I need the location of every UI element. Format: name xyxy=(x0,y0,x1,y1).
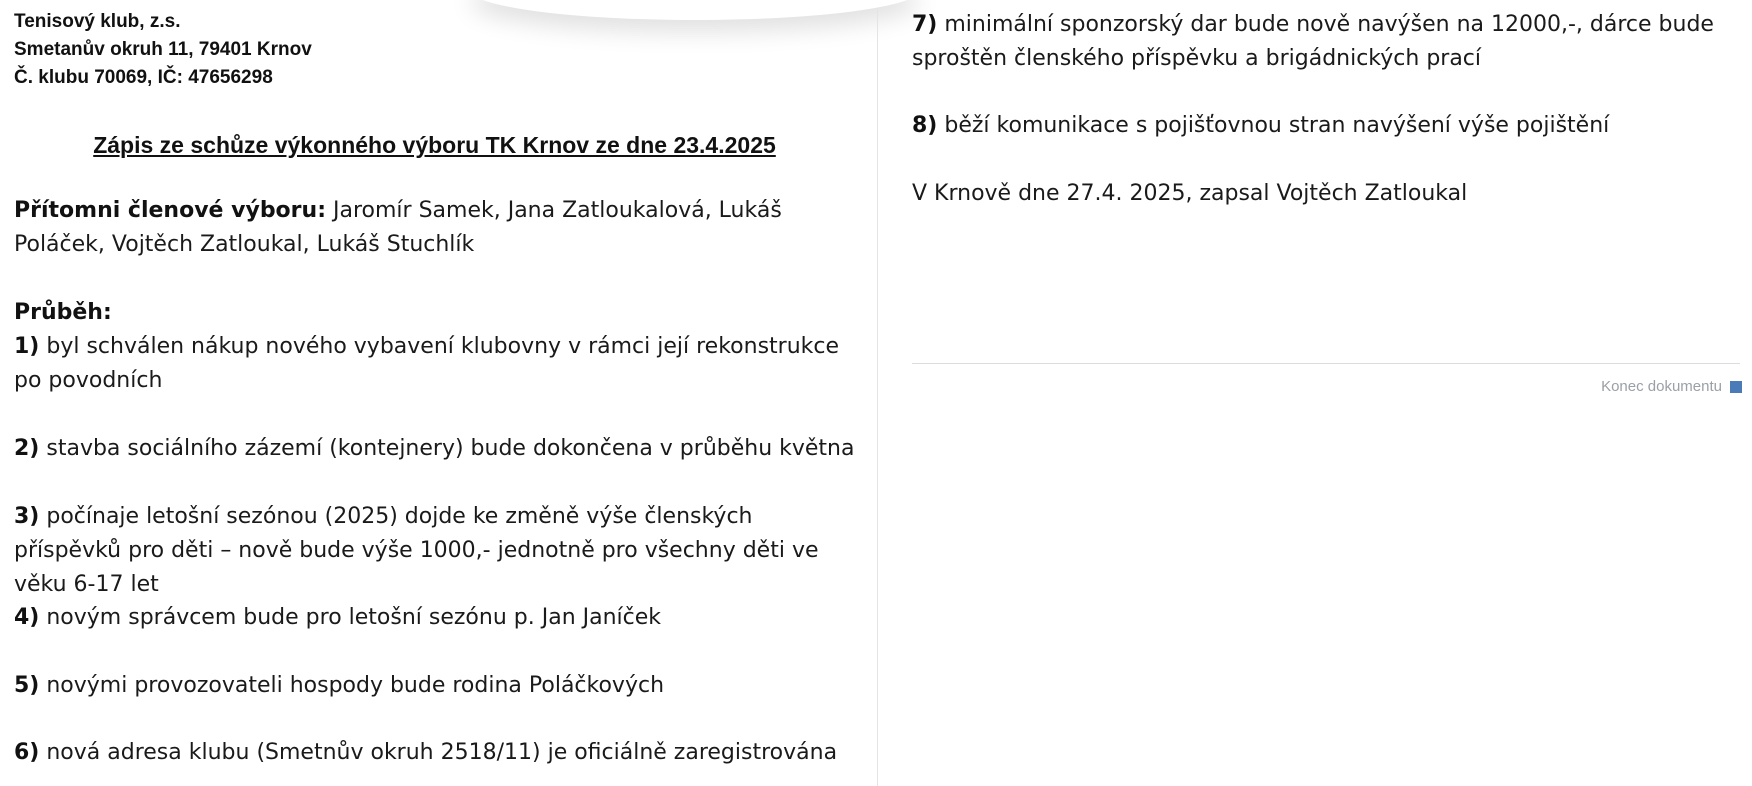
document-title: Zápis ze schůze výkonného výboru TK Krnov ze dne 23.4.2025 xyxy=(93,132,776,158)
progress-label: Průběh: xyxy=(14,300,112,325)
item-number: 3) xyxy=(14,504,40,529)
item-text: běží komunikace s pojišťovnou stran navýšení výše pojištění xyxy=(937,113,1610,138)
list-item xyxy=(912,8,1732,76)
list-item xyxy=(14,500,864,602)
list-item xyxy=(912,109,1732,143)
item-text: byl schválen nákup nového vybavení klubovny v rámci její rekonstrukce po povodních xyxy=(14,334,840,393)
list-item xyxy=(14,669,864,703)
item-number: 6) xyxy=(14,740,40,765)
item-text: počínaje letošní sezónou (2025) dojde ke změně výše členských příspěvků pro děti – nově bude výše 1000,- jednotně pro všechny děti ve věku 6-17 let xyxy=(14,504,819,597)
signature-line: V Krnově dne 27.4. 2025, zapsal Vojtěch Zatloukal xyxy=(912,181,1468,206)
list-item xyxy=(14,330,864,398)
club-name: Tenisový klub, z.s. xyxy=(14,11,181,32)
end-of-document-rule xyxy=(912,363,1740,364)
item-text: nová adresa klubu (Smetnův okruh 2518/11) je oficiálně zaregistrována xyxy=(39,740,838,765)
attendees-label: Přítomni členové výboru: xyxy=(14,198,326,223)
club-address: Smetanův okruh 11, 79401 Krnov xyxy=(14,39,312,60)
item-text: novým správcem bude pro letošní sezónu p. Jan Janíček xyxy=(39,605,662,630)
list-item xyxy=(14,736,864,770)
item-number: 4) xyxy=(14,605,40,630)
club-header xyxy=(14,8,312,92)
item-text: novými provozovateli hospody bude rodina Poláčkových xyxy=(39,673,665,698)
item-text: minimální sponzorský dar bude nově navýšen na 12000,-, dárce bude sproštěn členského příspěvku a brigádnických prací xyxy=(912,12,1714,71)
end-of-document-label: Konec dokumentu xyxy=(1601,378,1722,395)
list-item xyxy=(14,601,864,635)
item-number: 7) xyxy=(912,12,938,37)
item-text: stavba sociálního zázemí (kontejnery) bude dokončena v průběhu května xyxy=(39,436,855,461)
item-number: 1) xyxy=(14,334,40,359)
attendees-names: Jaromír Samek, Jana Zatloukalová, Lukáš Poláček, Vojtěch Zatloukal, Lukáš Stuchlík xyxy=(14,198,782,257)
item-number: 5) xyxy=(14,673,40,698)
attendees-paragraph xyxy=(14,194,864,262)
column-divider xyxy=(877,8,878,786)
progress-heading xyxy=(14,296,864,330)
list-item xyxy=(14,432,864,466)
end-of-document-marker xyxy=(1601,378,1742,395)
end-square-icon xyxy=(1730,381,1742,393)
page-edge-shadow xyxy=(470,0,920,20)
item-number: 2) xyxy=(14,436,40,461)
club-ids: Č. klubu 70069, IČ: 47656298 xyxy=(14,67,273,88)
item-number: 8) xyxy=(912,113,938,138)
